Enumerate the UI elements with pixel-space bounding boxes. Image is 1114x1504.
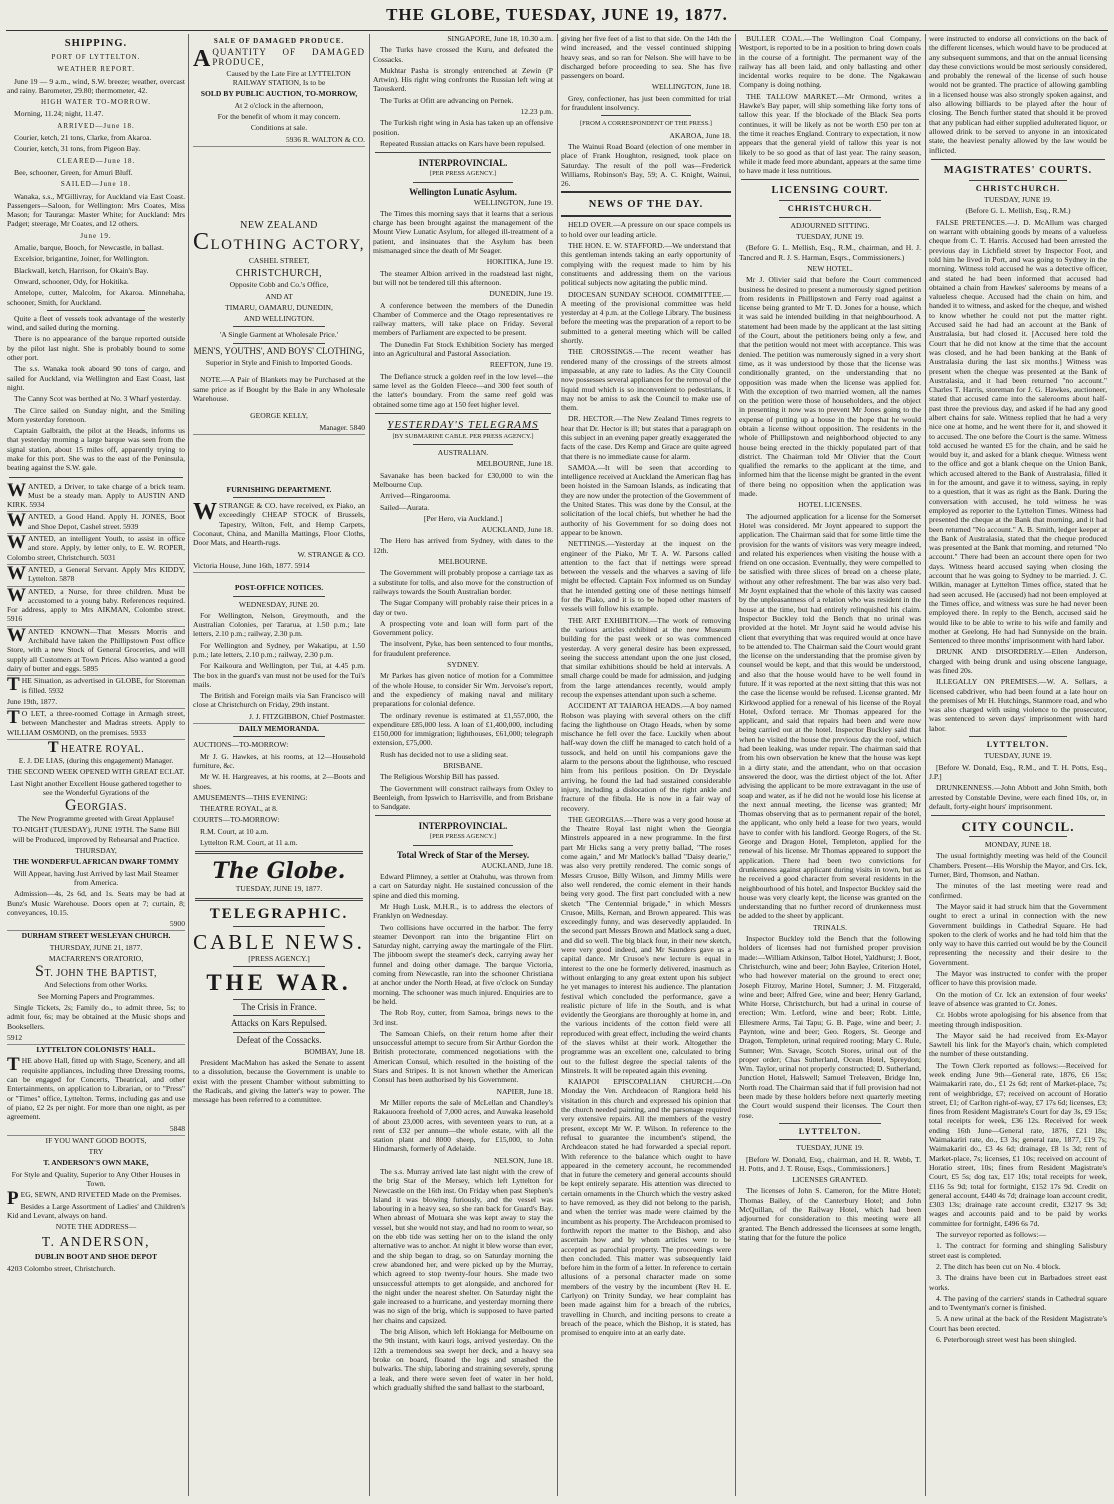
- shipping-note: The s.s. Wanaka took aboard 90 tons of cargo, and sailed for Auckland, via Wellington and East Coast, last night.: [7, 364, 185, 392]
- dateline: NAPIER, June 18.: [496, 1086, 553, 1096]
- licensing-sitting: ADJOURNED SITTING.: [790, 220, 870, 230]
- clothing-note: NOTE.—A Pair of Blankets may be Purchased at the same price as if Bought by the Bale in any Wholesale Warehouse.: [193, 375, 365, 403]
- article-text: The Rob Roy, cutter, from Samoa, brings news to the 3rd inst.: [373, 1008, 553, 1027]
- boots-ad: T. ANDERSON'S OWN MAKE,: [43, 1158, 149, 1168]
- article-text: President MacMahon has asked the Senate to assent to a dissolution, because the Government is unable to exist with the present Chamber without submitting to the Radicals, and giving the latter's way to power. The message has been referred to a committee.: [193, 1058, 365, 1105]
- divider: [375, 152, 551, 153]
- council-text: The surveyor reported as follows:—: [936, 1230, 1047, 1240]
- news-of-the-day-box: [561, 191, 731, 217]
- council-text: On the motion of Cr. Ick an extension of four weeks' leave of absence was granted to Cr. Jones.: [929, 989, 1107, 1008]
- article-note: [FROM A CORRESPONDENT OF THE PRESS.]: [580, 120, 712, 128]
- dateline: NELSON, June 18.: [493, 1155, 553, 1165]
- council-text: The Mayor was instructed to confer with the proper officer to have this provision made.: [929, 969, 1107, 988]
- classified-ad: WANTED KNOWN—That Messrs Morris and Archibald have taken the Phillipstown Post office Store, with a new Stock of General Groceries, and will supply all Customers at Town Prices. Also wanted a good dairy of butter and eggs. 5895: [7, 624, 185, 673]
- spacer: [193, 573, 365, 583]
- weather-report: June 19 — 9 a.m., wind, S.W. breeze; weather, overcast and rainy. Barometer, 29.80; thermometer, 42.: [7, 76, 185, 95]
- council-text: Cr. Hobbs wrote apologising for his absence from that meeting through indisposition.: [929, 1010, 1107, 1029]
- divider: [233, 343, 325, 344]
- article-note: [Per Hero, via Auckland.]: [423, 513, 503, 523]
- theatre-text: Last Night another Excellent House gathered together to see the Wonderful Gyrations of the: [10, 778, 182, 797]
- article-text: Sailed—Aurata.: [380, 502, 430, 512]
- article-text: The Wainui Road Board (election of one member in place of Frank Houghton, resigned, took place on Saturday. The result of the poll was—Frederick Williams, Robinson's Bay, 59; A. C. Knight, Wainui, 26.: [561, 141, 731, 189]
- article-text: A prospecting vote and loan will form part of the Government policy.: [373, 618, 553, 638]
- war-heading: THE WAR.: [206, 969, 352, 995]
- clothing-text: Opposite Cobb and Co.'s Office,: [229, 280, 329, 290]
- yesterdays-telegrams: YESTERDAY'S TELEGRAMS: [387, 418, 539, 431]
- theatre-text: THURSDAY,: [75, 846, 117, 856]
- article-text: The Turks at Ofitt are advancing on Pernek.: [380, 95, 514, 105]
- shipping-note: Captain Galbraith, the pilot at the Heads, informs us that yesterday morning a large barque was seen from the signal station, about 15 miles off, apparently trying to make for this port. She was to the east of the Peninsula, beating against the S.W. gale.: [7, 426, 185, 473]
- furnishing-sig: W. STRANGE & CO.: [297, 549, 365, 559]
- oratorio-sub: And Selections from other Works.: [44, 980, 148, 990]
- court-subheading: LYTTELTON.: [986, 740, 1050, 750]
- ad-text: ANTED, an intelligent Youth, to assist in office and store. Apply, by letter only, to E. W. ROPER, Colombo street, Christchurch. 5031: [7, 534, 185, 562]
- ad-text: ANTED, a Nurse, for three children. Must be accustomed to a young baby. References required. For address, apply to Mrs AIKMAN, Colombo street. 5916: [7, 586, 185, 624]
- clothing-text: TIMARU, OAMARU, DUNEDIN,: [225, 302, 333, 312]
- divider: [779, 1139, 881, 1140]
- column-1: [4, 34, 188, 1496]
- news-item: KAIAPOI EPISCOPALIAN CHURCH.—On Monday the Ven. Archdeacon of Rangiora held his visitation in this church and expressed his opinion that the church needed painting, and the parsonage required very extensive repairs. All the members of the vestry present, except Mr W. P. Wilson. In reference to the refusal to guarantee the incumbent's stipend, the Archdeacon stated he had forwarded a special report. With reference to the balance which ought to have appeared in the cemetery account, he recommended that in future the cemetery and general accounts should be kept entirely separate. His attention was directed to certain ornaments in the Church which the vestry asked to have removed, as they did not belong to the parish, and when the terrier was made were claimed by the incumbent as his property. The Archdeacon promised to forthwith report the matter to the Bishop, and also ascertain how and by whom articles were to be accepted as parochial property. The proceedings were then concluded. This matter was subsequently laid before him in the form of a letter. In reference to certain allusions of a personal character made on some members of the vestry by the incumbent (Rev H. E. Carlyon) on Trinity Sunday, we hear complaint has been made against him for a breach of the rubrics, travelling in Church, and inciting persons to create a breach of the peace, which the Bishop, it is stated, has promised to enquire into at an early date.: [561, 1077, 731, 1338]
- press-agency: [BY SUBMARINE CABLE. PER PRESS AGENCY.]: [392, 432, 534, 440]
- ad-number: 5848: [169, 1123, 185, 1133]
- divider: [413, 845, 513, 846]
- article-text: Two collisions have occurred in the harbor. The ferry steamer Devonport ran into the brigantine Flirt on Saturday night, carrying away the martingale of the Flirt. The jibboom swept the steamer's deck, carrying away her funnel and doing other damage. The barque Victoria, coming from Newcastle, ran into the schooner Christiana at anchor under the North Head, at five o'clock on Sunday morning. The schooner was much injured. Enquiries are to be held.: [373, 922, 553, 1006]
- ad-text: HE Situation, as advertised in GLOBE, for Storeman is filled. 5932: [21, 676, 185, 695]
- boots-ad: Besides a Large Assortment of Ladies' and Children's Kid and Levant, always on hand.: [7, 1201, 185, 1220]
- clothing-text: AND WELLINGTON.: [243, 314, 315, 324]
- news-item: THE TALLOW MARKET.—Mr Ormond, writes a Hawke's Bay paper, will ship something like forty tons of tallow this year. If the blockade of the Black Sea ports continues, it will be likely as not be worth £50 per ton at the time it reaches England. Contrary to expectation, it now appears that the general yield of tallow this year is not likely to be so good as that of last year. The rainy season, while it made feed more abundant, appears at the same time to have made it less nutritious.: [739, 91, 921, 176]
- sub-heading: SYDNEY.: [447, 660, 479, 670]
- ad-number: 5912: [7, 1032, 23, 1042]
- press-agency: [PRESS AGENCY.]: [248, 953, 310, 963]
- lyttelton-date: TUESDAY, JUNE 19.: [796, 1143, 864, 1153]
- article-text: The ordinary revenue is estimated at £1,557,000, the expenditure £85,000 less. A loan of £1,400,000, including £150,000 for immigration; lighthouses, £61,000; telegraph extension, £75,000.: [373, 710, 553, 748]
- divider: [413, 182, 513, 183]
- boots-ad: PEG, SEWN, AND RIVETED Made on the Premises.: [7, 1188, 182, 1210]
- divider: [9, 477, 183, 478]
- article-text: The Turkish right wing in Asia has taken up an offensive position.: [373, 118, 553, 137]
- theatre-text: THE WONDERFUL AFRICAN DWARF TOMMY: [13, 857, 179, 867]
- council-text: The minutes of the last meeting were read and confirmed.: [929, 881, 1107, 900]
- classified-ad: T O LET, a three-roomed Cottage in Armagh street, between Manchester and Madras streets. Apply to WILLIAM OSMOND, on the premises. 5933: [7, 707, 185, 737]
- court-date: TUESDAY, JUNE 19.: [984, 751, 1052, 761]
- oratorio: MACFARREN'S ORATORIO,: [48, 954, 144, 964]
- memo-item: Mr J. G. Hawkes, at his rooms, at 12—Household furniture, &c.: [193, 751, 365, 770]
- water-report: Morning, 11.24; night, 11.47.: [14, 109, 104, 119]
- boots-depot: DUBLIN BOOT AND SHOE DEPOT: [34, 1252, 158, 1262]
- shipping-note: There is no appearance of the barque reported outside by the pilot last night. She is probably bound to some other port.: [7, 334, 185, 363]
- post-item: For Wellington and Sydney, per Wakatipu, at 1.50 p.m.; late letters, 2.10 p.m.; railway, 2.30 p.m.: [193, 640, 365, 659]
- section-heading: INTERPROVINCIAL.: [418, 821, 508, 832]
- sale-text: At 2 o'clock in the afternoon,: [234, 100, 324, 110]
- memo-item: Mr W. H. Hargreaves, at his rooms, at 2—Boots and shoes.: [193, 772, 365, 791]
- article-text: Savanake has been backed for £30,000 to win the Melbourne Cup.: [373, 470, 553, 489]
- dateline: 12.23 p.m.: [520, 107, 553, 117]
- memo-heading: DAILY MEMORANDA.: [238, 724, 319, 734]
- council-list-item: 2. The ditch has been cut on No. 4 block.: [936, 1261, 1061, 1271]
- ad-text: ANTED, a General Servant. Apply Mrs KIDDY, Lyttelton. 5878: [28, 564, 185, 584]
- masthead-title: THE GLOBE, TUESDAY, JUNE 19, 1877.: [386, 5, 728, 24]
- shipping-note: The Circe sailed on Sunday night, and the Smiling Morn yesterday forenoon.: [7, 405, 185, 424]
- licensing-text: The licenses of John S. Cameron, for the Mitre Hotel; Thomas Bailey, of the Canterbury Hotel; and John McQuillan, of the Railway Hotel, which had been adjourned for consideration to this meeting were all granted. The Bench addressed the licensees at some length, stating that for the future the police: [739, 1186, 921, 1242]
- divider: [233, 736, 325, 737]
- dateline: AKAROA, June 18.: [669, 130, 731, 140]
- classified-ad: WANTED, a Good Hand. Apply H. JONES, Boot and Shoe Depot, Cashel street. 5939: [7, 510, 185, 532]
- sailed-item: Onward, schooner, Ody, for Hokitika.: [14, 276, 129, 286]
- clothing-text: AND AT: [265, 291, 293, 301]
- theatre-admission: Admission—4s, 2s 6d, and 1s. Seats may be had at Bunz's Music Warehouse. Doors open at 7; curtain, 8; conveyances, 10.15.: [7, 889, 185, 917]
- post-heading: POST-OFFICE NOTICES.: [234, 583, 324, 593]
- divider: [741, 179, 919, 180]
- court-case: DRUNKENNESS.—John Abbott and John Smith, both arrested by Constable Devine, were each fined 10s, or, in default, forty-eight hours' imprisonment.: [929, 783, 1107, 811]
- boots-address: 4203 Colombo street, Christchurch.: [7, 1263, 116, 1273]
- article-text: Mr Miller reports the sale of McLellan and Chandley's Rakauoora freehold of 7,000 acres, and Auwaka leasehold of about 23,000 acres, with seventeen years to run, at a rent of £32 per annum—the whole estate, with all the station plant and 8000 sheep, for £15,000, to John Hindmarsh, formerly of Adelaide.: [373, 1097, 553, 1154]
- article-text: Mr Parkes has given notice of motion for a Committee of the whole House, to consider Sir Wm. Jervoise's report, and the expediency of making naval and military preparations for colonial defence.: [373, 671, 553, 709]
- ad-date: June 19th, 1877.: [7, 696, 58, 706]
- divider: [969, 836, 1067, 837]
- article-text: The Government will probably propose a carriage tax as a substitute for tolls, and also move for the construction of railways towards the South Australian border.: [373, 568, 553, 596]
- divider: [779, 200, 881, 201]
- magistrates-heading: MAGISTRATES' COURTS.: [943, 164, 1093, 176]
- boots-ad: TRY: [88, 1147, 104, 1157]
- news-item: SAMOA.—It will be seen that according to intelligence received at Auckland the American flag has been hoisted in the Samoan Islands, as indicating that they are now under the protection of the Government of the United States. This was done by the Consul, at the solicitation of the local chiefs, but whether he had the authority of his Government for so doing does not appear to be known.: [561, 462, 731, 537]
- lyttelton-heading: LYTTELTON.: [798, 1126, 862, 1136]
- clothing-text: Superior in Style and Finish to Imported Goods.: [205, 358, 353, 368]
- section-heading: INTERPROVINCIAL.: [418, 158, 508, 169]
- article-text: The insolvent, Pyke, has been sentenced to four months, for fraudulent preference.: [373, 639, 553, 658]
- subhead: The Crisis in France.: [241, 1001, 317, 1012]
- furnishing-heading: FURNISHING DEPARTMENT.: [226, 484, 332, 494]
- divider: [233, 1032, 325, 1033]
- licensing-text: were instructed to endorse all convictions on the back of the different licenses, which would have to be produced at any subsequent summons, and that on the annual licensing day these convictions would be most seriously considered, and probably the renewal of the license of such house would not be granted. The practice of allowing gambling in a licensed house was also strongly spoken against, and also allowing billiards to be played after the hour of closing. The Bench further stated that should it be proved that any publican had either supplied adulterated liquor, or allowed drink to be served to anyone in an intoxicated state, the heaviest penalty allowed by the law would be inflicted.: [929, 34, 1107, 155]
- article-heading: Total Wreck of Star of the Mersey.: [396, 849, 530, 860]
- court-case: DRUNK AND DISORDERLY.—Ellen Anderson, charged with being drunk and using obscene language, was fined 20s.: [929, 647, 1107, 675]
- dateline: BOMBAY, June 18.: [304, 1046, 365, 1056]
- dateline: WELLINGTON, June 18.: [651, 82, 731, 92]
- divider: [375, 413, 551, 414]
- licensing-text: Mr J. Olivier said that before the Court commenced business he desired to present a numerously signed petition from residents in Phillipstown and Ferry road against a license being granted to Mr T. D. Jones for a house, which it was said he intended building in that neighbourhood. A statement had been made by the applicant at the last sitting of the Court, about the petitioners being only a few, and that the petition would not meet with acceptance. This was denied. The petition was numerously signed in a very short time, as it was understood by those that the license was conditionally granted, on the understanding that no opposition was made when the license was applied for. With the exception of two married women, all the names on the petition were those of householders, and the object in presenting it now was to prevent Mr Jones going to the expense of putting up a house in the hope that he would obtain a license without opposition. The residents in the whole of Phillipstown and neighborhood objected to any house being erected in the thickly populated part of that district. The Chairman told Mr Olivier that the Court qualified the remarks to the applicant at the time, and informed him that the license might be granted in the event of there being no opposition when the application was made.: [739, 275, 921, 499]
- licensing-text: The adjourned application for a license for the Somerset Hotel was considered. Mr Joynt appeared to support the application. The Chairman said that for some little time the provision for the wants of visitors was very meagre indeed, and related his experiences when visiting the house with a friend on one occasion. Eventually, they were compelled to be satisfied with three slices of bread on a cheese plate, without any other refreshment. The bar was also very bad. Mr Joynt explained that the whole of this laxity was caused by the unpleasantness of a relation who was resident in the house at the time, but had entirely relinquished his claim. Inspector Buckley told the Bench that no urinal was provided at the hotel. Mr Joynt said he would advise his client that everything that was required would at once have to be attended to. The Chairman said the Court would grant the license on the understanding that the promise given by counsel would be kept, and that this would be understood, and also that the house would have to be well found in future. If it was reported at the next sitting that this was not the case the license would be refused. License granted. Mr Kirkwood applied for a renewal of his license of the Royal Hotel, Oxford terrace. Mr Thomas appeared for the applicant, and said that repairs had been and were now being carried out at the hotel. Inspector Buckley said that when he visited the house the previous day the roof, which had been leaking, was under repair. The chairman said that from his own observation he knew that the house was kept in a dirty state, and the attendant, who on that occasion answered the door, was the dirtiest object of the lot. After advising the applicant to be more extravagant in the use of soap and water, as if he did not he would lose his license at the next annual meeting, the license was granted; Mr Thomas observing that as to permanent repair of the hotel, the applicant, who only held a lease for two years, would have to confer with his landlord. George Rogers, of the St. George and Dragon Hotel, Templeton, applied for the renewal of his license. Mr Thomas appeared to support the application. There had been two convictions for drunkenness against applicant during visits in town, but as he received a good character from several residents in the neighbourhood of his hotel, and Inspector Buckley said the house was very clearly kept, the license was granted on the understanding that no further record of drunkenness must be added to the sheet by applicant.: [739, 511, 921, 921]
- council-text: The Mayor said he had received from Ex-Mayor Sawtell his link for the Mayor's chain, which completed the number of these outstanding.: [929, 1030, 1107, 1059]
- post-item: The British and Foreign mails via San Francisco will close at Christchurch on Friday, 29th instant.: [193, 691, 365, 710]
- boots-ad: NOTE THE ADDRESS—: [55, 1222, 137, 1232]
- theatre-text: TO-NIGHT (TUESDAY), JUNE 19TH. The Same Bill will be Produced, improved by Rehearsal and Practice.: [12, 825, 180, 844]
- weather-heading: WEATHER REPORT.: [57, 65, 135, 74]
- cleared-item: Bee, schooner, Green, for Amuri Bluff.: [14, 167, 133, 177]
- furnishing-ad: WSTRANGE & CO. have received, ex Piako, an exceedingly CHEAP STOCK of Brussels, Tapestry, Wilton, Felt, and Hemp Carpets, Coconaut, China, and Manilla Mattings, Floor Cloths, Door Mats, and Hearth-rugs.: [193, 499, 365, 548]
- council-list-item: 1. The contract for forming and shingling Salisbury street east is completed.: [929, 1241, 1107, 1260]
- article-text: Rush has decided not to use a sliding seat.: [380, 749, 509, 759]
- sailed-item: Blackwall, ketch, Harrison, for Okain's Bay.: [14, 265, 149, 275]
- sub-heading: BRISBANE.: [443, 761, 483, 770]
- subhead: Defeat of the Cossacks.: [236, 1034, 322, 1045]
- clothing-city: CHRISTCHURCH,: [235, 268, 323, 280]
- ad-number: 5900: [169, 919, 185, 929]
- spacer: [193, 147, 365, 219]
- court-case: FALSE PRETENCES.—J. D. McAllum was charged on warrant with obtaining goods by means of a valueless cheque from C. T. Harris. Accused had been arrested the previous day in Lichfield street by Inspector Foot, and told him he lived in Port, and was going to Sydney in the morning. Witness told accused he was a detective officer, and stated he had been informed that accused had obtained a chain from Hawkes' salerooms by means of a valueless cheque. Accused had the chain on him, and handed it to witness, and asked for the cheque, and wished to know whether he could not put the matter right. Accused said he had had an account at the Bank of Australasia, but had closed it. [Accused here told the Court that he did not know at the time that the account was closed, and he had been banking at the Bank of Australasia during the last six months.] Witness was present when the cheque was presented at the Bank of Australasia, and it had been returned "no account." Charles T. Harris, storeman for J. G. Hawkes, auctioneer, stated that accused came into the salerooms about half-past three the previous day, and asked if he had any good albert chains for sale. Witness replied that he had a very nice one at home, and he went there for it, and showed it to accused. The one before the Court is the same. Witness told accused he wanted £5 for the chain, and he said he would buy it, and asked for a blank cheque. Witness went to the office and got a blank cheque on the Union Bank, which accused altered to the Bank of Australasia, filled it in for the amount, and gave it to witness, saying, in reply to a question, that it was as right as the Bank. During the conversation with accused, he told witness he was employed as reporter to the Lyttelton Times. Witness had presented the cheque at the Bank that morning, and it had been returned "No account." A. B. Smith, ledger keeper at the Bank of Australasia, stated that the cheque produced was presented at the Bank that morning, and returned "No account." There had been an account there open for two days. Witness heard accused saying when closing the account that he was going to Sydney to be married. J. C. Wilkin, manager at Lyttelton Times office, stated that he had seen accused. He (accused) had not been employed at the Times office, and witness was sure he had never been employed there. In reply to the Bench, accused said he would like to be able to write to his wife and family and mother at Geelong. He had had Sunnyside on the brain. Sentenced to three months' imprisonment with hard labor.: [929, 217, 1107, 646]
- article-text: Repeated Russian attacks on Kars have been repulsed.: [380, 138, 545, 148]
- dateline: HOKITIKA, June 19.: [486, 257, 553, 267]
- sailed-item: Wanaka, s.s., M'Gillivray, for Auckland via East Coast. Passengers—Saloon, for Wellington: Mrs Coates, Miss Mason; for Tauranga: Master White; for Auckland: Mrs Padget; steerage, Mr Coates, and 12 others.: [7, 191, 185, 229]
- classified-ad: WANTED, a General Servant. Apply Mrs KIDDY, Lyttelton. 5878: [7, 562, 185, 584]
- column-2: [190, 34, 368, 1496]
- sailed-item: Excelsior, brigantine, Joiner, for Wellington.: [14, 254, 149, 264]
- licensing-heading: LICENSING COURT.: [771, 185, 889, 197]
- court-case: ILLEGALLY ON PREMISES.—W. A. Sellars, a licensed cabdriver, who had been found at a late hour on the premises of Mr H. Hutchings, Stanmore road, and who was also charged with using violence to the prosecutor, was sentenced to seven days' imprisonment with hard labor.: [929, 677, 1107, 733]
- theatre-text: The New Programme greeted with Great Applause!: [17, 814, 175, 824]
- licensing-subhead: NEW HOTEL.: [807, 263, 853, 273]
- council-list-item: 3. The drains have been cut in Barbadoes street east works.: [929, 1273, 1107, 1292]
- sale-ad: AQUANTITY OF DAMAGED PRODUCE,: [193, 46, 365, 73]
- licensing-text: Inspector Buckley told the Bench that the following holders of licenses had not furnished proper provision made:—William Atkinson, Talbot Hotel, Yaldhurst; J. Boot, Christchurch, wine and beer; John Baylee, Criterion Hotel, who had however material on the ground to erect one; Joseph Fitzroy, Marine Hotel, Sumner; J. M. Fitzgerald, wine and beer; Alfred Gee, wine and beer; Henry Garland, White Horse, Christchurch, but had a urinal in course of erection; Wm. Letford, wine and beer; Robt. Little, Ellesmere Arms, Tai Tapu; G. B. Page, wine and beer; J. Paynton, wine and beer; Geo. Rogers, St. George and Dragon, Templeton, urinal required rooting; Mary C. Rule, Sumner; Wm. Savage, Scotch Stores, urinal out of the proper order; Chas Sutherland, Ocean Hotel, Spreydon; Wm. Taylor, urinal not properly constructed; D. Sutherland, Junction Hotel, Halswell; Samuel Treleaven, Bridge Inn, North road. The Chairman said that if full provision had not been made by these holders before next quarterly meeting the Court would suspend their licenses. The Court then rose.: [739, 934, 921, 1120]
- divider: [931, 159, 1105, 160]
- dateline: AUCKLAND, June 18.: [481, 860, 553, 870]
- georgias-title: GEORGIAS.: [65, 797, 127, 815]
- news-item: THE CROSSINGS.—The recent weather has rendered many of the crossings of the streets almost impassable, at any rate to ladies. As the City Council now possesses several appliances for the removal of the liquid mud which is so inconvenient to pedestrians, it may not be amiss to ask the Council to make use of them.: [561, 347, 731, 413]
- licensing-bench: (Before G. L. Mellish, Esq., R.M., chairman, and H. J. Tancred and R. J. S. Harman, Esqrs., Commissioners.): [739, 243, 921, 262]
- masthead: [0, 0, 1114, 30]
- sale-text: For the benefit of whom it may concern.: [217, 112, 341, 122]
- council-text: The usual fortnightly meeting was held of the Council Chambers. Present—His Worship the Mayor, and Crs. Ick, Turner, Bird, Thomson, and Nathan.: [929, 851, 1108, 880]
- column-4: [558, 34, 734, 1496]
- news-item: THE ART EXHIBITION.—The work of removing the various articles exhibited at the new Museum building for the past week or so was commenced yesterday. A very general desire has been expressed, seeing the success attendant upon the one just closed, that similar exhibitions should be held at intervals. A small charge could be made for admission, and judging from the large attendances recently, would amply recoup the expenses attendant upon such a scheme.: [561, 615, 731, 699]
- section-heading: AUSTRALIAN.: [437, 448, 489, 458]
- sale-text: Caused by the Late Fire at LYTTELTON RAILWAY STATION, Is to be: [226, 68, 351, 88]
- dateline: REEFTON, June 19.: [489, 360, 553, 370]
- licensing-subhead: TRINALS.: [813, 922, 847, 932]
- press-agency: [PER PRESS AGENCY.]: [429, 170, 497, 178]
- hall-ad: THE above Hall, fitted up with Stage, Scenery, and all requisite appliances, including three Dressing rooms, can be engaged for Concerts, Theatrical, and other Entertainments, on application to Librarian, or to "Press" or "Times" office, Lyttelton. Terms, including gas and use of piano, £2 2s per night. For more than one night, as per agreement.: [7, 1054, 185, 1122]
- dateline: SINGAPORE, June 18, 10.30 a.m.: [447, 34, 553, 43]
- council-text: The Mayor said it had struck him that the Government ought to erect a urinal in connection with the new Government buildings in Cathedral Square. He had spoken to the clerk of works and he had told him that the only way to have this carried out would be by the Council representing the necessity and their desire to the Government.: [929, 901, 1107, 967]
- globe-nameplate: The Globe.: [212, 858, 346, 885]
- sailed-item: Antelope, cutter, Malcolm, for Akaroa. Minnehaha, schooner, Smith, for Auckland.: [7, 288, 185, 307]
- article-text: Mukhtar Pasha is strongly entrenched at Zewin (P Artwin). His right wing confronts the Russian left wing at Taouskerd.: [373, 65, 553, 94]
- article-text: The Dunedin Fat Stock Exhibition Society has merged into an Agricultural and Pastoral Association.: [373, 339, 553, 359]
- divider: [779, 217, 881, 218]
- oratorio-note: See Morning Papers and Programmes.: [37, 991, 155, 1001]
- church-heading: DURHAM STREET WESLEYAN CHURCH.: [21, 931, 171, 941]
- article-text: The brig Alison, which left Hokianga for Melbourne on the 9th instant, with kauri logs, arrived yesterday. On the 12th a tremendous sea swept her deck, and a heavy sea broke on board, floated the logs and smashed the bulwarks. The ship, laboring and straining severely, sprung a leak, and there were seven feet of water in her hold, which gradually shifted the sand ballast to the starboard,: [373, 1327, 553, 1392]
- article-text: Arrived—Ringarooma.: [380, 491, 451, 501]
- hall-heading: LYTTELTON COLONISTS' HALL.: [36, 1045, 156, 1055]
- sale-heading: SALE OF DAMAGED PRODUCE.: [213, 37, 345, 45]
- boots-ad: IF YOU WANT GOOD BOOTS,: [45, 1135, 147, 1145]
- court-bench: [Before W. Donald, Esq., R.M., and T. H. Potts, Esq., J.P.]: [929, 762, 1107, 781]
- licensing-date: TUESDAY, JUNE 19.: [796, 232, 864, 242]
- divider: [195, 851, 363, 854]
- ad-text: ANTED, a Driver, to take charge of a brick team. Must be a steady man. Apply to AUSTIN AND KIRK. 5934: [7, 481, 185, 510]
- article-text: The Hero has arrived from Sydney, with dates to the 12th.: [373, 536, 553, 555]
- memo-item: THEATRE ROYAL, at 8.: [200, 804, 278, 814]
- article-text: The Turks have crossed the Kuru, and defeated the Cossacks.: [373, 45, 553, 64]
- classified-ad: WANTED, a Driver, to take charge of a brick team. Must be a steady man. Apply to AUSTIN AND KIRK. 5934: [7, 479, 185, 510]
- news-item: ACCIDENT AT TAIAROA HEADS.—A boy named Robson was playing with several others on the cliff facing the lighthouse on Otago Heads, when by some mischance he fell over the face. Luckily when about half-way down the cliff he managed to catch hold of a tussock, and held on until his companions gave the alarm to the persons about the lighthouse, who rescued him from his perilous position. On Dr Drysdale arriving, he found the lad had sustained considerable injury, including a dislocation of the right ankle and fracture of the fibula. He is now in a fair way of recovery.: [561, 701, 731, 813]
- post-signature: J. J. FITZGIBBON, Chief Postmaster.: [248, 711, 365, 721]
- news-item: BULLER COAL.—The Wellington Coal Company, Westport, is reported to be in a position to bring down coals in the course of a fortnight. The permanent way of the railway has all been laid, and only ballasting and other incidental works require to be done. The Ngakawau Company is doing nothing.: [739, 34, 921, 90]
- sailed-item: Amalie, barque, Booch, for Newcastle, in ballast.: [14, 243, 164, 253]
- dateline: MELBOURNE, June 18.: [476, 459, 553, 469]
- article-text: The steamer Albion arrived in the roadstead last night, but will not be tendered till this afternoon.: [373, 268, 553, 287]
- article-text: giving her five feet of a list to that side. On the 14th the wind increased, and the vessel continued shipping heavy seas, and so ran for Nelson. She will have to be discharged before proceeding to sea. She has five passengers on board.: [561, 34, 731, 81]
- news-item: NETTINGS.—Yesterday at the inquest on the engineer of the Piako, Mr T. A. W. Parsons called attention to the fact that if nettings were spread between the vessels and the wharves a saving of life might be effected. Captain Fox informed us on Sunday that he intended getting one of these nettings himself for the Piako, and it is to be hoped other masters of vessels will follow his example.: [561, 539, 731, 614]
- memo-item: Lyttelton R.M. Court, at 11 a.m.: [200, 838, 298, 848]
- shipping-heading: SHIPPING.: [64, 38, 128, 49]
- theatre-text: Will Appear, having Just Arrived by last Mail Steamer from America.: [13, 868, 179, 887]
- article-text: The Defiance struck a golden reef in the low level—the same level as the Golden Fleece—and 300 feet south of the latter's boundary. From the same reef gold was obtained some time ago at 150 feet higher level.: [373, 371, 553, 409]
- article-text: The Government will construct railways from Oxley to Beenleigh, from Ipswich to Harrisville, and from Brisbane to Sandgate.: [373, 783, 553, 812]
- clothing-text: 'A Single Garment at Wholesale Price.': [219, 330, 339, 340]
- dateline: AUCKLAND, June 18.: [481, 525, 553, 535]
- arrival-item: Courier, ketch, 21 tons, Clarke, from Akaroa.: [14, 133, 152, 143]
- divider: [413, 444, 513, 445]
- sale-signature: 5936 R. WALTON & CO.: [285, 134, 365, 144]
- arrived-heading: ARRIVED—June 18.: [57, 121, 135, 130]
- shipping-note: Quite a fleet of vessels took advantage of the westerly wind, and sailed during the morning.: [7, 313, 185, 333]
- divider: [931, 815, 1105, 816]
- oratorio-tickets: Single Tickets, 2s; Family do., to admit three, 5s; to admit four, 6s; may be obtained at the Music shops and Booksellers.: [7, 1002, 185, 1031]
- council-list-item: 6. Peterborough street west has been shingled.: [936, 1335, 1077, 1344]
- article-text: The Religious Worship Bill has passed.: [380, 772, 500, 782]
- divider: [233, 1015, 325, 1016]
- news-item: THE HON. E. W. STAFFORD.—We understand that this gentleman intends taking an early opportunity of complying with the request made to him by his constituents and addressing them on the various political subjects now agitating the public mind.: [561, 241, 731, 288]
- lyttelton-bench: [Before W. Donald, Esq., chairman, and H. R. Webb, T. H. Potts, and J. T. Rouse, Esqs., Commissioners.]: [739, 1154, 921, 1173]
- cable-news-heading: CABLE NEWS.: [193, 929, 365, 954]
- baptist-title: ST. JOHN THE BAPTIST,: [35, 963, 157, 981]
- article-text: The Times this morning says that it learns that a serious charge has been brought against the management of the Mount View Lunatic Asylum, for alleged ill-treatment of a patient, and insinuates that the Asylum has been mismanaged since the death of Mr Seager.: [373, 208, 553, 256]
- divider: [233, 966, 325, 967]
- news-item: HELD OVER.—A pressure on our space compels us to hold over our leading article.: [561, 220, 731, 239]
- dateline: DUNEDIN, June 19.: [489, 289, 553, 299]
- theatre-manager: E. J. DE LIAS, (during this engagement) Manager.: [18, 756, 174, 765]
- clothing-text: GEORGE KELLY,: [250, 411, 308, 421]
- column-5: [736, 34, 924, 1496]
- water-heading: HIGH WATER TO-MORROW.: [41, 98, 151, 107]
- sale-text: SOLD BY PUBLIC AUCTION, TO-MORROW,: [200, 89, 358, 99]
- council-list-item: 4. The paving of the carriers' stands in Cathedral square and to Twentyman's corner is finished.: [929, 1293, 1107, 1313]
- sub-heading: MELBOURNE.: [438, 557, 488, 567]
- news-item: DIOCESAN SUNDAY SCHOOL COMMITTEE.—A meeting of the provisional committee was held yesterday at 4 p.m. at the College Library. The business before the meeting was the preparation of a report to be submitted to a general meeting which will be called shortly.: [561, 289, 731, 346]
- classified-ad: THE Situation, as advertised in GLOBE, for Storeman is filled. 5932: [7, 674, 185, 696]
- furnishing-date: Victoria House, June 16th, 1877. 5914: [193, 560, 310, 570]
- clothing-text: CASHEL STREET,: [248, 255, 310, 265]
- article-text: The Samoan Chiefs, on their return home after their unsuccessful attempt to secure from Sir Arthur Gordon the British protectorate, commenced negotiations with the American Consul, which resulted in the hoisting of the Stars and Stripes. It is not known whether the American Consul has been authorised by his Government.: [373, 1028, 553, 1085]
- ad-text: O LET, a three-roomed Cottage in Armagh street, between Manchester and Madras streets. Apply to WILLIAM OSMOND, on the premises. 5933: [7, 709, 185, 737]
- post-item: For Kaikoura and Wellington, per Tui, at 4.45 p.m. The box in the guard's van must not be used for the Tui's mails.: [193, 661, 365, 689]
- theatre-title: THEATRE ROYAL.: [47, 739, 145, 756]
- memo-item: R.M. Court, at 10 a.m.: [200, 826, 269, 836]
- article-text: Grey, confectioner, has just been committed for trial for fraudulent insolvency.: [561, 93, 731, 113]
- nz-title: NEW ZEALAND: [240, 219, 318, 231]
- memo-item: AMUSEMENTS—THIS EVENING:: [193, 792, 308, 802]
- article-text: Mr Hugh Lusk, M.H.R., is to address the electors of Franklyn on Wednesday.: [373, 901, 553, 921]
- divider: [375, 815, 551, 816]
- court-bench: (Before G. L. Mellish, Esq., R.M.): [965, 206, 1071, 216]
- clothing-text: MEN'S, YOUTHS', AND BOYS' CLOTHING,: [193, 345, 365, 356]
- council-date: MONDAY, JUNE 18.: [984, 840, 1052, 850]
- article-heading: Wellington Lunatic Asylum.: [409, 186, 517, 197]
- cleared-heading: CLEARED—June 18.: [56, 156, 136, 165]
- news-item: THE GEORGIAS.—There was a very good house at the Theatre Royal last night when the Georgia Minstrels appeared in a new programme. In the first part Mr Hicks sang a very pretty ballad, "The roses come again," and Mr Matlock's ballad "Daisy dearie," was also very prettily rendered. The comic songs of Messrs Crusoe, Billy Wilson, and Jimmy Mills were also well rendered, the comic element in their hands being very good. The first part concluded with a new sketch "The Centennial brigade," in which Messrs Crusoe, Mills, Kernan, and Brown appeared. This was exceedingly funny, and was deservedly applauded. In the second part Messrs Brown and Matlock sang a duet, and did so well. The big black four, in their new sketch, were very good indeed, and Mr Saunders gave us a capital dance. Mr Crusoe's new lecture is equal in interest to the one he formerly delivered, inasmuch as without enlarging to any great extent upon his subject he yet manages to interest his audience. The plantation festival which concluded the performance, gave a realistic picture of life in the South, and is what evidently the Georgians are thoroughly at home in, and the various incidents of the cotton field were all reproduced with great effect, including the weird chants of the slaves whilst at their work. Altogether the programme was an excellent one, calculated to bring out to the fullest degree the special talents of the Minstrels. It will be repeated again this evening.: [561, 814, 731, 1075]
- court-subheading: CHRISTCHURCH.: [975, 183, 1061, 193]
- post-item: For Wellington, Nelson, Greymouth, and the Australian Colonies, per Tararua, at 1.50 p.m.; late letters, 2.10 p.m.; railway, 2.30 p.m.: [193, 610, 365, 639]
- arrival-item: Courier, ketch, 31 tons, from Pigeon Bay.: [14, 144, 141, 154]
- date-heading: June 19.: [80, 231, 112, 240]
- licensing-subhead: LICENSES GRANTED.: [792, 1175, 868, 1185]
- article-text: The s.s. Murray arrived late last night with the crew of the brig Star of the Mersey, which left Lyttelton for Newcastle on the 16th inst. On Friday when past Stephen's Island it was blowing furiously, and the vessel was labouring in a heavy sea, so she ran back for Guard's Bay. When abreast of Motuara she was kept away to stay the vessel, but she would not stay, and had no room to wear, so on the ebb tide was setting her on to the island the only alternative was to anchor. At night it blew worse than ever, and the ship began to drag, so on Saturday morning the crew abandoned her, and were picked up by the Murray, which agreed to stop twenty-four hours. She made two unsuccessful attempts to get alongside, and anchored for the night under the nearest shelter. On Saturday night the gale increased to a hurricane, and yesterday morning there was no sign of the brig, which is supposed to have parted her chains and capsized.: [373, 1166, 553, 1325]
- memo-item: COURTS—TO-MORROW:: [193, 815, 280, 825]
- dateline: WELLINGTON, June 19.: [473, 197, 553, 207]
- shipping-note: The Canny Scot was berthed at No. 3 Wharf yesterday.: [14, 394, 182, 404]
- court-date: TUESDAY, JUNE 19.: [984, 195, 1052, 205]
- council-list-item: 5. A new urinal at the back of the Resident Magistrate's Court has been erected.: [929, 1314, 1107, 1333]
- sale-text: Conditions at sale.: [250, 123, 308, 133]
- divider: [195, 898, 363, 901]
- anderson-name: T. ANDERSON,: [41, 1234, 151, 1250]
- divider: [233, 999, 325, 1000]
- classified-ad: WANTED, an intelligent Youth, to assist in office and store. Apply, by letter only, to E. W. ROPER, Colombo street, Christchurch. 5031: [7, 532, 185, 562]
- article-text: The Sugar Company will probably raise their prices in a day or two.: [373, 598, 553, 617]
- divider: [779, 1123, 881, 1124]
- globe-date: TUESDAY, JUNE 19, 1877.: [235, 884, 323, 894]
- clothing-text: Manager. 5840: [319, 422, 365, 432]
- divider: [233, 326, 325, 327]
- spacer: [193, 435, 365, 485]
- boots-ad: For Style and Quality, Superior to Any Other Houses in Town.: [11, 1169, 181, 1188]
- column-3: [370, 34, 556, 1496]
- subhead: Attacks on Kars Repulsed.: [231, 1018, 327, 1029]
- city-council-heading: CITY COUNCIL.: [961, 819, 1075, 835]
- memo-item: AUCTIONS—TO-MORROW:: [193, 740, 289, 750]
- licensing-subhead: HOTEL LICENSES.: [798, 500, 862, 510]
- port-heading: PORT OF LYTTELTON.: [51, 53, 141, 61]
- divider: [47, 310, 145, 311]
- telegraphic-heading: TELEGRAPHIC.: [209, 905, 349, 922]
- divider: [233, 926, 325, 927]
- divider: [969, 736, 1067, 737]
- article-text: Edward Plimney, a settler at Otahuhu, was thrown from a cart on Saturday night. He sustained concussion of the spine and died this morning.: [373, 872, 553, 900]
- clothing-factory: CLOTHING ACTORY,: [193, 228, 365, 255]
- divider: [601, 115, 691, 116]
- theatre-week: THE SECOND WEEK OPENED WITH GREAT ECLAT.: [7, 767, 185, 777]
- divider: [969, 180, 1067, 181]
- licensing-subheading: CHRISTCHURCH.: [787, 204, 873, 214]
- divider: [233, 596, 325, 597]
- divider: [233, 497, 325, 498]
- post-date: WEDNESDAY, JUNE 20.: [238, 599, 320, 609]
- column-rule: [188, 34, 189, 1496]
- ad-text: ANTED, a Good Hand. Apply H. JONES, Boot and Shoe Depot, Cashel street. 5939: [28, 512, 185, 531]
- article-text: A conference between the members of the Dunedin Chamber of Commerce and the Otago representatives re railway matters, will take place on Friday. Several members of Parliament are expected to be present.: [373, 300, 553, 338]
- church-date: THURSDAY, JUNE 21, 1877.: [49, 942, 143, 952]
- column-6: [926, 34, 1110, 1496]
- classified-ad: WANTED, a Nurse, for three children. Must be accustomed to a young baby. References required. For address, apply to Mrs AIKMAN, Colombo street. 5916: [7, 584, 185, 624]
- news-heading: NEWS OF THE DAY.: [588, 199, 704, 211]
- council-text: The Town Clerk reported as follows:—Received for week ending June 9th—General rate, 1876, £6 15s; Waimakariri rate, do., £1 2s 6d; rent of Market-place, 7s; rent of weighbridge, £7; received on account of Horatio street, £1; of Carlton right-of-way, £7 17s 6d; licenses, £3; fines from Resident Magistrate's Court for day 3s, £9 15s; total receipts for week, £36 12s. Received for week ending 16th June—General rate, 1876, £21 18s; Waimakariri rate, do., £3 3s; general rate, 1877, £19 7s; Waimakariri do., £3 4s 6d; drainage, £8 1s 3d; rent of Market-place, 7s; licenses, £1 10s; received on account of Horatio street, 10s; fines from Resident Magistrate's Court, £5 5s; dog tax, £17 10s; total receipts for week, £116 5s 9d; total for fortnight, £152 17s 9d. Credit on general account, £440 4s 7d; drainage loan account credit, £303 13s; drainage rate account credit, £3217 9s 3d; wages and accounts paid and to be paid by works committee for fortnight, £496 6s 7d.: [929, 1060, 1107, 1228]
- sailed-heading: SAILED—June 18.: [60, 180, 132, 189]
- ad-text: ANTED KNOWN—That Messrs Morris and Archibald have taken the Phillipstown Post office Store, with a new Stock of General Groceries, and will supply all Customers at Town Prices. Also wanted a good dairy of butter and eggs. 5895: [7, 626, 185, 673]
- news-item: DR. HECTOR.—The New Zealand Times regrets to hear that Dr. Hector is ill; but states that a paragraph on this subject in an evening paper greatly exaggerated the facts of the case. Drs Kemp and Grace are quite agreed that there is no immediate cause for alarm.: [561, 414, 731, 461]
- press-agency: [PER PRESS AGENCY.]: [429, 833, 497, 841]
- masthead-rule: [6, 30, 1108, 31]
